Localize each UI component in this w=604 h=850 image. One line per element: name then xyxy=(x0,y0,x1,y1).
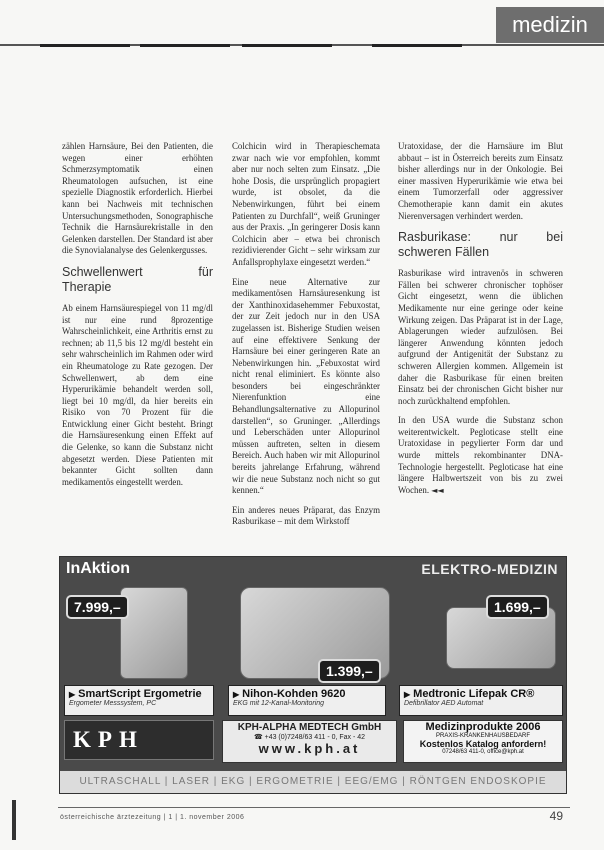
company-name: KPH-ALPHA MEDTECH GmbH xyxy=(237,722,382,733)
ad-category: ELEKTRO-MEDIZIN xyxy=(421,561,558,577)
article-column-1 xyxy=(62,141,213,496)
advertisement[interactable] xyxy=(59,556,567,794)
end-mark-icon: ◄◄ xyxy=(431,485,444,495)
subheading: Schwellenwert für Therapie xyxy=(62,264,213,294)
product-label[interactable] xyxy=(228,685,386,716)
section-badge: medizin xyxy=(496,7,604,43)
header-rule-segment xyxy=(242,44,332,47)
header-rule-segment xyxy=(372,44,462,47)
product-desc: Defibrillator AED Automat xyxy=(404,700,484,707)
paragraph: Colchicin wird in Therapieschemata zwar nach wie vor empfohlen, kommt aber nur noch selten zum Einsatz. „Die hohe Dosis, die ursprünglich propagiert wurde, ist obsolet, da die Nebenwirkungen, führt bei einem Patienten zu Durchfall“, weiß Gruninger aus der Praxis. „In geringerer Dosis kann Colchicin aber – etwa bei chronisch rezidivierender Gicht – sehr wirksam zur Anfallsprophylaxe eingesetzt werden.“ xyxy=(232,141,380,267)
footer-publication: österreichische ärztezeitung | 1 | 1. november 2006 xyxy=(60,814,245,821)
category-bar: ULTRASCHALL | LASER | EKG | ERGOMETRIE | EEG/EMG | RÖNTGEN ENDOSKOPIE xyxy=(60,771,566,793)
price-tag: 1.699,– xyxy=(486,595,549,619)
subheading: Rasburikase: nur bei schweren Fällen xyxy=(398,230,563,260)
company-website[interactable]: www.kph.at xyxy=(258,741,361,756)
promo-phone: 07248/63 411-0, office@kph.at xyxy=(442,749,524,755)
price-tag: 7.999,– xyxy=(66,595,129,619)
article-column-3 xyxy=(398,141,563,504)
promo-line: Kostenlos Katalog anfordern! xyxy=(419,739,547,749)
company-phone: ☎ +43 (0)7248/63 411 - 0, Fax - 42 xyxy=(253,734,366,741)
product-label[interactable] xyxy=(399,685,563,716)
product-name: ▶ Medtronic Lifepak CR® xyxy=(404,688,558,700)
paragraph-text: In den USA wurde die Substanz schon weiterentwickelt. Pegloticase stellt eine Uratoxidase in pegylierter Form dar und wurde mittels rekombinanter DNA-Technologie hergestellt. Pegloticase hat eine längere Halbwertszeit von bis zu zwei Wochen. xyxy=(398,415,563,495)
company-contact[interactable] xyxy=(222,720,397,763)
paragraph: Ein anderes neues Präparat, das Enzym Rasburikase – mit dem Wirkstoff xyxy=(232,504,380,527)
promo-subtitle: PRAXIS-KRANKENHAUSBEDARF xyxy=(435,733,531,739)
paragraph xyxy=(398,415,563,496)
article-column-2 xyxy=(232,141,380,536)
ergometer-image xyxy=(120,587,188,679)
page-number: 49 xyxy=(549,809,563,823)
ad-title: InAktion xyxy=(66,560,130,577)
kph-logo: KPH xyxy=(64,720,214,760)
header-rule-segment xyxy=(40,44,130,47)
paragraph: Rasburikase wird intravenös in schweren Fällen bei schwerer chronischer tophöser Gicht eingesetzt, wenn die üblichen Medikamente nur eine geringe oder keine Wirkung zeigen. Das Präparat ist in der Lage, Ablagerungen wieder aufzulösen. Bei längerer Anwendung könnten jedoch aufgrund der Antigenität der Substanz zu schweren Allergien kommen. Allgemein ist daher die Rasburikase für einen breiten Einsatz bei der chronischen Gicht bisher nur noch zurückhaltend empfohlen. xyxy=(398,268,563,406)
product-name: ▶ SmartScript Ergometrie xyxy=(69,688,209,700)
paragraph: Eine neue Alternative zur medikamentösen Harnsäuresenkung ist der Xanthinoxidasehemmer Febuxostat, der zur Zeit jedoch nur in den USA zugelassen ist. Bisherige Studien weisen auf eine effektivere Senkung der Harnsäure bei einer geringeren Rate an Nebenwirkungen hin. „Febuxostat wird nicht renal eliminiert. Es könnte also besonders bei eingeschränkter Nierenfunktion eine Behandlungsalternative zu Allopurinol darstellen“, so Gruninger. „Allerdings und Leberschäden unter Allopurinol müssen auftreten, selten in diesem Bereich. Auch haben wir mit Allopurinol bereits jahrelange Erfahrung, während wir die neue Substanz noch nicht so gut kennen.“ xyxy=(232,276,380,496)
product-label[interactable] xyxy=(64,685,214,716)
catalog-promo[interactable] xyxy=(403,720,563,763)
promo-title: Medizinprodukte 2006 xyxy=(425,721,541,733)
product-name: ▶ Nihon-Kohden 9620 xyxy=(233,688,381,700)
paragraph: zählen Harnsäure, Bei den Patienten, die wegen einer erhöhten Schmerzsymptomatik einen Rheumatologen aufsuchen, ist eine spezielle Diagnostik erforderlich. Hierbei kann bei Nachweis mit technischen Untersuchungsmethoden, Sonographische Technik die Harnsäurekristalle in den Gelenken darstellen. Der Standard ist aber die Synovialanalyse des Gelenkergusses. xyxy=(62,141,213,256)
product-desc: Ergometer Messsystem, PC xyxy=(69,700,157,707)
paragraph: Uratoxidase, der die Harnsäure im Blut abbaut – ist in Österreich bereits zum Einsatz bisher allerdings nur in der Onkologie. Bei einer massiven Hyperurikämie wie etwa bei einem Tumorzerfall oder aggressiver Chemotherapie kann damit ein akutes Nierenversagen verhindert werden. xyxy=(398,141,563,221)
crop-mark xyxy=(12,800,16,840)
price-tag: 1.399,– xyxy=(318,659,381,683)
footer-rule xyxy=(58,807,570,808)
paragraph: Ab einem Harnsäurespiegel von 11 mg/dl ist nur eine rund 8prozentige Wahrscheinlichkeit, eine Arthritis ernst zu rechnen; ab 11,5 bis 12 mg/dl besteht ein sehr wahrscheinlich im Rahmen oder wird ein Rheumatologe zu Rate gezogen. Der Schwellenwert, ab dem eine Hyperurikämie behandelt werden soll, liegt bei 10 mg/dl, da hier bereits ein Risiko von 70 Prozent für die Entwicklung einer Gicht besteht. Bringt die Harnsäuresenkung einen Effekt auf die Gelenke, so kann die Substanz nicht abgesetzt werden. Diese Patienten mit bekannter Gicht sollten dann medikamentös eingestellt werden. xyxy=(62,302,213,487)
header-rule-segment xyxy=(140,44,230,47)
product-desc: EKG mit 12-Kanal-Monitoring xyxy=(233,700,325,707)
